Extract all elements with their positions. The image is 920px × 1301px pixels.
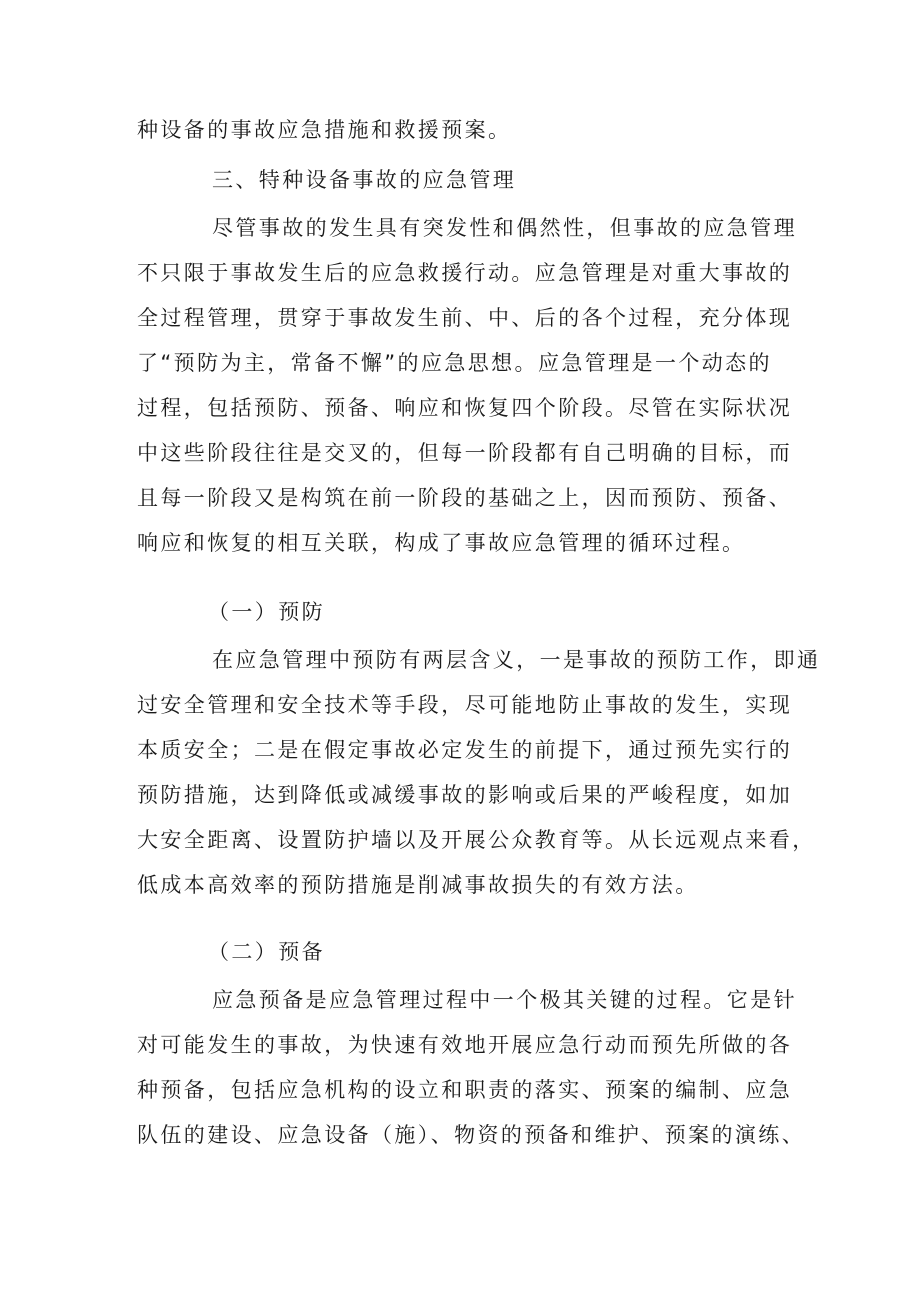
body-line: 本质安全；二是在假定事故必定发生的前提下，通过预先实行的	[137, 738, 793, 762]
body-line: 对可能发生的事故，为快速有效地开展应急行动而预先所做的各	[137, 1033, 793, 1057]
subsection-heading-preparedness: （二）预备	[208, 940, 325, 964]
body-line: 中这些阶段往往是交叉的，但每一阶段都有自己明确的目标，而	[137, 441, 793, 465]
section-heading: 三、特种设备事故的应急管理	[212, 168, 517, 192]
paragraph-start-line: 应急预备是应急管理过程中一个极其关键的过程。它是针	[212, 988, 797, 1012]
body-line: 种设备的事故应急措施和救援预案。	[137, 118, 512, 142]
body-line: 全过程管理，贯穿于事故发生前、中、后的各个过程，充分体现	[137, 306, 793, 330]
body-line: 大安全距离、设置防护墙以及开展公众教育等。从长远观点来看，	[137, 828, 816, 852]
body-line: 过安全管理和安全技术等手段，尽可能地防止事故的发生，实现	[137, 693, 793, 717]
body-line: 响应和恢复的相互关联，构成了事故应急管理的循环过程。	[137, 531, 746, 555]
paragraph-start-line: 尽管事故的发生具有突发性和偶然性，但事故的应急管理	[212, 216, 797, 240]
body-line: 了“预防为主，常备不懈”的应急思想。应急管理是一个动态的	[137, 351, 772, 375]
body-line: 不只限于事故发生后的应急救援行动。应急管理是对重大事故的	[137, 261, 793, 285]
paragraph-start-line: 在应急管理中预防有两层含义，一是事故的预防工作，即通	[212, 648, 821, 672]
body-line: 预防措施，达到降低或减缓事故的影响或后果的严峻程度，如加	[137, 783, 793, 807]
body-line: 过程，包括预防、预备、响应和恢复四个阶段。尽管在实际状况	[137, 396, 793, 420]
body-line: 且每一阶段又是构筑在前一阶段的基础之上，因而预防、预备、	[137, 486, 793, 510]
body-line: 种预备，包括应急机构的设立和职责的落实、预案的编制、应急	[137, 1078, 793, 1102]
subsection-heading-prevention: （一）预防	[208, 600, 325, 624]
body-line: 队伍的建设、应急设备（施）、物资的预备和维护、预案的演练、	[137, 1123, 806, 1147]
body-line: 低成本高效率的预防措施是削减事故损失的有效方法。	[137, 873, 699, 897]
